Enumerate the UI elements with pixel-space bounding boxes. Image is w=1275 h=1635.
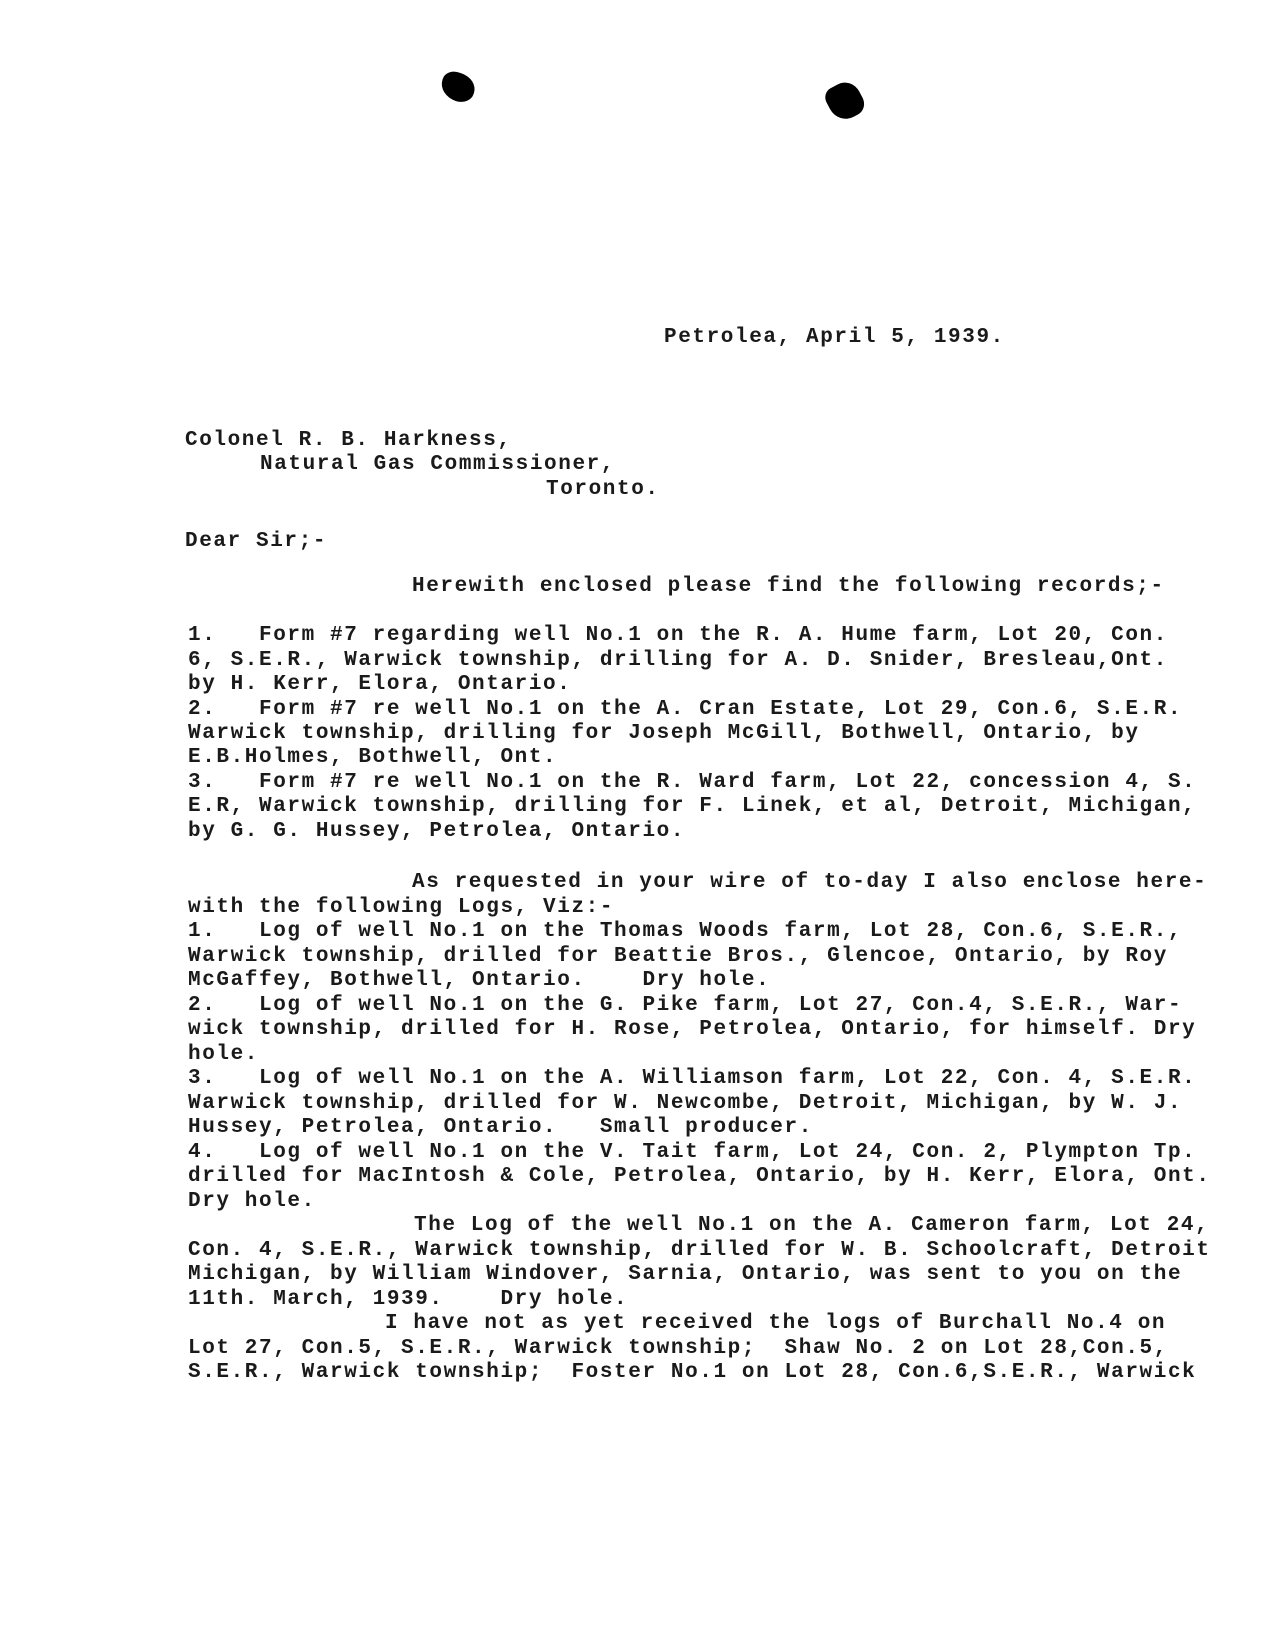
- body-line: 1. Log of well No.1 on the Thomas Woods farm, Lot 28, Con.6, S.E.R.,: [188, 920, 1183, 943]
- salutation: Dear Sir;-: [185, 530, 328, 553]
- body-line: The Log of the well No.1 on the A. Cameron farm, Lot 24,: [414, 1214, 1210, 1237]
- body-line: Con. 4, S.E.R., Warwick township, drilled for W. B. Schoolcraft, Detroit: [188, 1239, 1211, 1262]
- body-line: I have not as yet received the logs of Burchall No.4 on: [385, 1312, 1167, 1335]
- body-line: E.R, Warwick township, drilling for F. Linek, et al, Detroit, Michigan,: [188, 795, 1197, 818]
- body-line: E.B.Holmes, Bothwell, Ont.: [188, 746, 558, 769]
- body-line: Michigan, by William Windover, Sarnia, Ontario, was sent to you on the: [188, 1263, 1183, 1286]
- body-line: hole.: [188, 1043, 260, 1066]
- body-line: 2. Form #7 re well No.1 on the A. Cran Estate, Lot 29, Con.6, S.E.R.: [188, 698, 1183, 721]
- body-line: 4. Log of well No.1 on the V. Tait farm, Lot 24, Con. 2, Plympton Tp.: [188, 1141, 1197, 1164]
- addressee-name: Colonel R. B. Harkness,: [185, 429, 512, 452]
- ink-blot-mark: [822, 77, 869, 125]
- body-line: by G. G. Hussey, Petrolea, Ontario.: [188, 820, 686, 843]
- body-line: with the following Logs, Viz:-: [188, 896, 615, 919]
- body-line: 6, S.E.R., Warwick township, drilling for A. D. Snider, Bresleau,Ont.: [188, 649, 1168, 672]
- addressee-city: Toronto.: [546, 478, 660, 501]
- body-line: McGaffey, Bothwell, Ontario. Dry hole.: [188, 969, 771, 992]
- body-line: Dry hole.: [188, 1190, 316, 1213]
- body-line: wick township, drilled for H. Rose, Petrolea, Ontario, for himself. Dry: [188, 1018, 1197, 1041]
- body-line: 1. Form #7 regarding well No.1 on the R. A. Hume farm, Lot 20, Con.: [188, 624, 1168, 647]
- body-line: 2. Log of well No.1 on the G. Pike farm, Lot 27, Con.4, S.E.R., War-: [188, 994, 1183, 1017]
- body-line: 3. Log of well No.1 on the A. Williamson farm, Lot 22, Con. 4, S.E.R.: [188, 1067, 1197, 1090]
- body-line: drilled for MacIntosh & Cole, Petrolea, Ontario, by H. Kerr, Elora, Ont.: [188, 1165, 1211, 1188]
- ink-blot-mark: [438, 68, 479, 105]
- body-line: 11th. March, 1939. Dry hole.: [188, 1288, 629, 1311]
- body-line: Warwick township, drilled for W. Newcombe, Detroit, Michigan, by W. J.: [188, 1092, 1183, 1115]
- body-line: Warwick township, drilling for Joseph McGill, Bothwell, Ontario, by: [188, 722, 1140, 745]
- body-line: 3. Form #7 re well No.1 on the R. Ward farm, Lot 22, concession 4, S.: [188, 771, 1197, 794]
- addressee-title: Natural Gas Commissioner,: [260, 453, 616, 476]
- body-line: Herewith enclosed please find the following records;-: [412, 575, 1165, 598]
- body-line: Hussey, Petrolea, Ontario. Small producer.: [188, 1116, 813, 1139]
- body-line: As requested in your wire of to-day I also enclose here-: [412, 871, 1208, 894]
- body-line: S.E.R., Warwick township; Foster No.1 on Lot 28, Con.6,S.E.R., Warwick: [188, 1361, 1197, 1384]
- dateline: Petrolea, April 5, 1939.: [664, 326, 1005, 349]
- body-line: Lot 27, Con.5, S.E.R., Warwick township; Shaw No. 2 on Lot 28,Con.5,: [188, 1337, 1168, 1360]
- body-line: Warwick township, drilled for Beattie Bros., Glencoe, Ontario, by Roy: [188, 945, 1168, 968]
- body-line: by H. Kerr, Elora, Ontario.: [188, 673, 572, 696]
